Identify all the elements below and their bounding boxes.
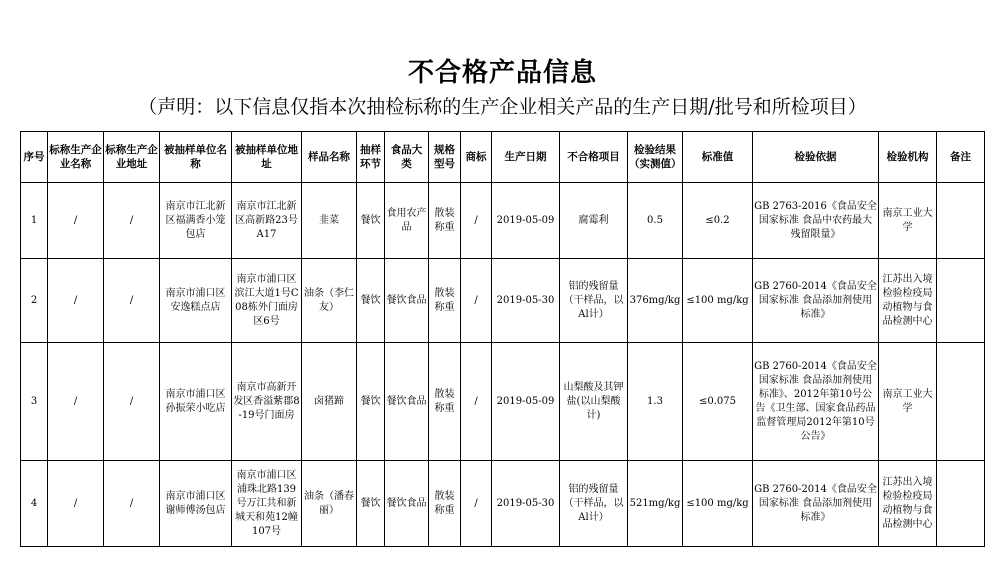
cell-test-basis: GB 2760-2014《食品安全国家标准 食品添加剂使用标准》	[753, 259, 879, 343]
cell-spec: 散装称重	[429, 461, 461, 547]
header-trademark: 商标	[461, 132, 492, 183]
cell-sampled-unit-name: 南京市浦口区安逸糕点店	[160, 259, 232, 343]
cell-sampling-stage: 餐饮	[357, 343, 385, 461]
header-standard-value: 标准值	[683, 132, 753, 183]
cell-test-institution: 南京工业大学	[879, 343, 937, 461]
page-title: 不合格产品信息	[407, 58, 597, 88]
header-producer-address: 标称生产企业地址	[104, 132, 160, 183]
cell-sample-name: 油条（李仁友）	[302, 259, 357, 343]
cell-production-date: 2019-05-30	[492, 461, 560, 547]
cell-remarks	[937, 183, 985, 259]
cell-producer-address: /	[104, 343, 160, 461]
header-food-category: 食品大类	[385, 132, 429, 183]
cell-sample-name: 韭菜	[302, 183, 357, 259]
cell-test-basis: GB 2760-2014《食品安全国家标准 食品添加剂使用标准》、2012年第10号公告《卫生部、国家食品药品监督管理局2012年第10号公告》	[753, 343, 879, 461]
cell-producer-address: /	[104, 461, 160, 547]
cell-producer-address: /	[104, 259, 160, 343]
cell-index: 3	[21, 343, 48, 461]
header-spec: 规格型号	[429, 132, 461, 183]
cell-producer-name: /	[48, 343, 104, 461]
cell-trademark: /	[461, 183, 492, 259]
cell-food-category: 餐饮食品	[385, 259, 429, 343]
cell-remarks	[937, 343, 985, 461]
cell-standard-value: ≤0.075	[683, 343, 753, 461]
cell-sampling-stage: 餐饮	[357, 461, 385, 547]
cell-production-date: 2019-05-09	[492, 183, 560, 259]
cell-standard-value: ≤0.2	[683, 183, 753, 259]
cell-trademark: /	[461, 461, 492, 547]
cell-failed-item: 铝的残留量（干样品，以Al计）	[560, 461, 628, 547]
header-sample-name: 样品名称	[302, 132, 357, 183]
cell-failed-item: 铝的残留量（干样品，以Al计）	[560, 259, 628, 343]
cell-sampled-unit-address: 南京市浦口区滨江大道1号C08栋外门面房区6号	[232, 259, 302, 343]
cell-sample-name: 油条（潘春丽）	[302, 461, 357, 547]
cell-trademark: /	[461, 343, 492, 461]
cell-food-category: 食用农产品	[385, 183, 429, 259]
cell-spec: 散装称重	[429, 183, 461, 259]
header-test-result: 检验结果（实测值）	[628, 132, 683, 183]
header-test-institution: 检验机构	[879, 132, 937, 183]
header-production-date: 生产日期	[492, 132, 560, 183]
cell-test-institution: 南京工业大学	[879, 183, 937, 259]
cell-spec: 散装称重	[429, 259, 461, 343]
cell-standard-value: ≤100 mg/kg	[683, 259, 753, 343]
cell-test-result: 521mg/kg	[628, 461, 683, 547]
header-sampled-unit-name: 被抽样单位名称	[160, 132, 232, 183]
cell-remarks	[937, 461, 985, 547]
unqualified-products-table	[20, 131, 985, 547]
disclaimer-statement: （声明：以下信息仅指本次抽检标称的生产企业相关产品的生产日期/批号和所检项目）	[138, 96, 867, 118]
table-row	[21, 461, 985, 547]
header-index: 序号	[21, 132, 48, 183]
cell-standard-value: ≤100 mg/kg	[683, 461, 753, 547]
cell-producer-address: /	[104, 183, 160, 259]
cell-production-date: 2019-05-09	[492, 343, 560, 461]
cell-food-category: 餐饮食品	[385, 343, 429, 461]
cell-food-category: 餐饮食品	[385, 461, 429, 547]
cell-producer-name: /	[48, 259, 104, 343]
table-row	[21, 343, 985, 461]
table-row	[21, 183, 985, 259]
cell-sampled-unit-address: 南京市浦口区浦珠北路139号万江共和新城天和苑12幢107号	[232, 461, 302, 547]
cell-failed-item: 山梨酸及其钾盐(以山梨酸计)	[560, 343, 628, 461]
cell-index: 1	[21, 183, 48, 259]
cell-sampled-unit-name: 南京市浦口区谢师傅汤包店	[160, 461, 232, 547]
cell-test-result: 376mg/kg	[628, 259, 683, 343]
cell-sampling-stage: 餐饮	[357, 259, 385, 343]
cell-sampling-stage: 餐饮	[357, 183, 385, 259]
cell-test-result: 0.5	[628, 183, 683, 259]
cell-index: 2	[21, 259, 48, 343]
table-header-row	[21, 132, 985, 183]
cell-test-institution: 江苏出入境检验检疫局动植物与食品检测中心	[879, 259, 937, 343]
cell-production-date: 2019-05-30	[492, 259, 560, 343]
cell-producer-name: /	[48, 183, 104, 259]
cell-test-result: 1.3	[628, 343, 683, 461]
cell-index: 4	[21, 461, 48, 547]
header-sampling-stage: 抽样环节	[357, 132, 385, 183]
cell-sampled-unit-name: 南京市江北新区福满香小笼包店	[160, 183, 232, 259]
cell-sample-name: 卤猪蹄	[302, 343, 357, 461]
header-producer-name: 标称生产企业名称	[48, 132, 104, 183]
cell-trademark: /	[461, 259, 492, 343]
header-sampled-unit-address: 被抽样单位地址	[232, 132, 302, 183]
table-row	[21, 259, 985, 343]
cell-sampled-unit-address: 南京市江北新区高新路23号A17	[232, 183, 302, 259]
cell-remarks	[937, 259, 985, 343]
cell-producer-name: /	[48, 461, 104, 547]
cell-test-institution: 江苏出入境检验检疫局动植物与食品检测中心	[879, 461, 937, 547]
cell-test-basis: GB 2763-2016《食品安全国家标准 食品中农药最大残留限量》	[753, 183, 879, 259]
cell-spec: 散装称重	[429, 343, 461, 461]
cell-sampled-unit-name: 南京市浦口区孙振荣小吃店	[160, 343, 232, 461]
cell-failed-item: 腐霉利	[560, 183, 628, 259]
cell-sampled-unit-address: 南京市高新开发区香溢紫郡8-19号门面房	[232, 343, 302, 461]
header-failed-item: 不合格项目	[560, 132, 628, 183]
header-test-basis: 检验依据	[753, 132, 879, 183]
header-remarks: 备注	[937, 132, 985, 183]
cell-test-basis: GB 2760-2014《食品安全国家标准 食品添加剂使用标准》	[753, 461, 879, 547]
